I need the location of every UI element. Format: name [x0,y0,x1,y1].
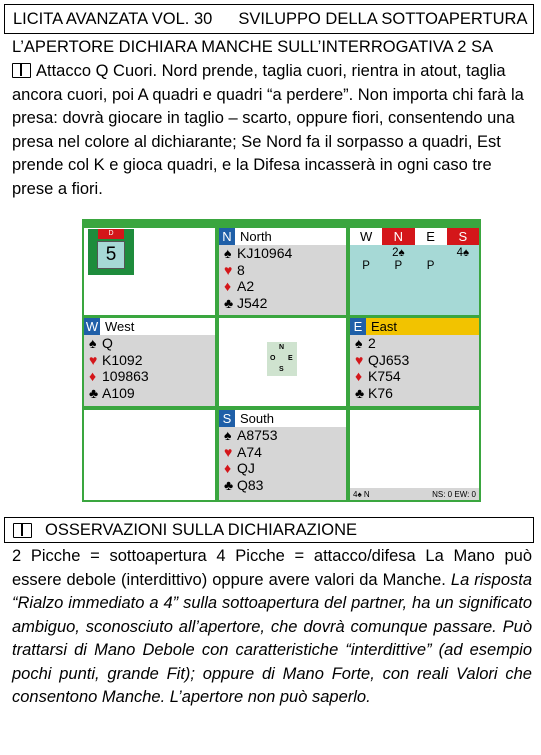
club-icon: ♣ [224,294,234,311]
west-clubs: A109 [102,384,135,401]
header-topic: SVILUPPO DELLA SOTTOAPERTURA [238,9,528,28]
table-center [219,318,346,406]
auction-col-w: W [350,228,382,245]
lead-paragraph [12,60,532,201]
page-header [4,4,534,34]
diamond-icon: ♦ [224,278,232,294]
auction-bid: P [426,260,435,272]
spade-icon: ♠ [224,245,232,261]
south-clubs: Q83 [237,476,264,493]
section-subtitle: L’APERTORE DICHIARA MANCHE SULL’INTERROGATIVA 2 SA [12,38,494,56]
club-icon: ♣ [355,384,365,401]
result-cell [350,410,479,500]
auction-bid: P [362,260,370,272]
south-spades: A8753 [237,427,278,443]
auction-col-s: S [447,228,479,245]
bridge-board [82,219,481,502]
north-hearts: 8 [237,261,245,278]
observations-text [12,545,532,710]
auction-col-e: E [415,228,447,245]
header-volume: LICITA AVANZATA VOL. 30 [13,9,213,28]
observations-italic: La risposta “Rialzo immediato a 4” sulla sottoapertura del partner, ha un significato ambiguo, sconosciuto all’apertore, che dovrà comunque passare. Può trattarsi di Mano Debole con caratteristiche “interdittive” (ad esempio pochi punti, grande Fit); oppure di Mano Forte, con reali Valori che consentono Manche. L’apertore non può saperlo. [12,570,533,706]
diamond-icon: ♦ [89,368,97,384]
south-hand [219,410,346,500]
diamond-icon: ♦ [224,460,232,476]
west-hearts: K1092 [102,351,143,368]
book-icon [13,523,32,538]
auction-box [350,228,479,315]
compass-e: E [288,355,293,362]
auction-bid [350,247,382,260]
spade-icon: ♠ [89,335,97,351]
east-seat-tag: E [350,318,366,335]
observations-header [4,517,534,543]
east-clubs: K76 [368,384,393,401]
east-hearts: QJ653 [368,351,410,368]
west-name: West [105,319,135,334]
heart-icon: ♥ [224,261,233,278]
spade-icon: ♠ [355,335,363,351]
east-diamonds: K754 [368,368,401,384]
compass-w: O [270,355,276,362]
north-diamonds: A2 [237,278,255,294]
dealer-label: D [98,229,124,239]
diamond-icon: ♦ [355,368,363,384]
north-seat-tag: N [219,228,235,245]
north-clubs: J542 [237,294,268,311]
auction-bid: 2♠ [392,247,405,259]
east-hand [350,318,479,406]
book-icon [12,63,31,78]
auction-bid: 4♠ [456,247,470,259]
spade-icon: ♠ [224,427,232,443]
auction-bid [447,260,479,273]
score-bar [350,488,479,500]
heart-icon: ♥ [89,351,98,368]
auction-bid: P [394,260,403,272]
heart-icon: ♥ [224,443,233,460]
contract: 4♠ N [353,489,370,499]
north-spades: KJ10964 [237,245,293,261]
compass-s: S [279,366,284,373]
observations-plain: 2 Picche = sottoapertura 4 Picche = attacco/difesa La Mano può essere debole (interdittivo) oppure avere valori da Manche. [12,547,532,589]
dealer-indicator [88,229,134,275]
club-icon: ♣ [224,476,234,493]
west-diamonds: 109863 [102,368,149,384]
south-name: South [240,411,274,426]
club-icon: ♣ [89,384,99,401]
observations-title: OSSERVAZIONI SULLA DICHIARAZIONE [45,520,358,539]
north-hand [219,228,346,315]
auction-col-n: N [382,228,414,245]
east-spades: 2 [368,335,376,351]
south-diamonds: QJ [237,460,255,476]
west-seat-tag: W [85,319,99,334]
south-hearts: A74 [237,443,262,460]
auction-bid [415,247,447,260]
score: NS: 0 EW: 0 [432,489,476,499]
west-hand [84,318,215,406]
north-name: North [240,229,272,244]
east-name: East [371,319,398,334]
board-number: 5 [97,241,125,269]
heart-icon: ♥ [355,351,364,368]
compass [267,342,297,376]
lead-text: Attacco Q Cuori. Nord prende, taglia cuori, rientra in atout, taglia ancora cuori, poi A quadri e quadri “a perdere”. Non importa chi farà la presa: dovrà giocare in taglio – scarto, oppure fiori, consentendo una presa nel colore al dichiarante; Se Nord fa il sorpasso a quadri, Est prende col K e gioca quadri, e la Difesa incasserà in ogni caso tre prese a fiori. [12,62,524,198]
empty-cell [84,410,215,500]
west-spades: Q [102,335,113,351]
compass-n: N [279,344,285,351]
board-info-cell [84,228,215,315]
south-seat-tag: S [219,410,235,427]
